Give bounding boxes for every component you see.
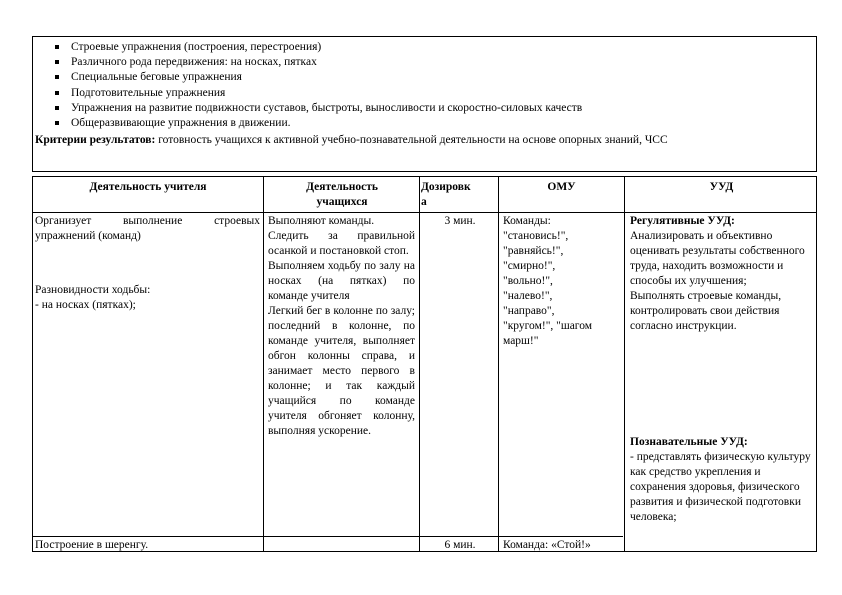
- column-divider: [263, 177, 264, 551]
- students-activity-line: Следить за правильной осанкой и постановкой стоп.: [268, 230, 415, 257]
- omu-command-line: "вольно!",: [503, 275, 553, 287]
- uud-cognitive: [630, 435, 814, 525]
- teacher-activity-text: - на носках (пятках);: [35, 299, 136, 311]
- omu-command-line: Команда: «Стой!»: [503, 539, 591, 551]
- header-omu: ОМУ: [547, 181, 576, 193]
- list-item: Строевые упражнения (построения, перестроения): [33, 40, 582, 55]
- omu-command-line: "направо",: [503, 305, 555, 317]
- omu-command-line: "кругом!", "шагом марш!": [503, 320, 593, 347]
- list-item: Подготовительные упражнения: [33, 86, 582, 101]
- list-item: Общеразвивающие упражнения в движении.: [33, 116, 582, 131]
- students-activity-text: [268, 214, 415, 439]
- row-divider: [33, 536, 623, 537]
- column-divider: [624, 177, 625, 551]
- uud-regulatory-title: Регулятивные УУД:: [630, 215, 735, 227]
- uud-regulatory: [630, 214, 814, 334]
- dosage-value: 6 мин.: [444, 539, 476, 551]
- omu-command-line: "становись!",: [503, 230, 569, 242]
- uud-regulatory-text: Выполнять строевые команды, контролировать свои действия согласно инструкции.: [630, 290, 782, 332]
- header-dosage: Дозировка: [421, 181, 471, 208]
- list-item: Специальные беговые упражнения: [33, 70, 582, 85]
- teacher-activity-text: Разновидности ходьбы:: [35, 284, 151, 296]
- header-uud: УУД: [709, 181, 734, 193]
- header-teacher: Деятельность учителя: [89, 181, 207, 193]
- row-divider: [33, 212, 816, 213]
- teacher-activity-text: Построение в шеренгу.: [35, 539, 149, 551]
- omu-command-line: "смирно!",: [503, 260, 556, 272]
- omu-command-line: "налево!",: [503, 290, 553, 302]
- criteria-text: готовность учащихся к активной учебно-познавательной деятельности на основе опорных знаний, ЧСС: [155, 134, 668, 146]
- omu-command-line: Команды:: [503, 215, 551, 227]
- column-divider: [498, 177, 499, 551]
- column-divider: [419, 177, 420, 551]
- uud-cognitive-title: Познавательные УУД:: [630, 436, 748, 448]
- students-activity-line: Выполняют команды.: [268, 215, 375, 227]
- uud-regulatory-text: Анализировать и объективно оценивать результаты собственного труда, находить возможности и способы их улучшения;: [630, 230, 805, 287]
- lesson-content-box: [32, 36, 817, 172]
- criteria-line: [35, 133, 668, 148]
- criteria-label: Критерии результатов:: [35, 134, 156, 146]
- dosage-value: 3 мин.: [444, 215, 476, 227]
- omu-command-line: "равняйсь!",: [503, 245, 564, 257]
- list-item: Упражнения на развитие подвижности суставов, быстроты, выносливости и скоростно-силовых качеств: [33, 101, 582, 116]
- uud-cognitive-text: - представлять физическую культуру как средство укрепления и сохранения здоровья, физического развития и физической подготовки человека;: [630, 451, 811, 523]
- students-activity-line: Легкий бег в колонне по залу; последний в колонне, по команде учителя, выполняет обгон колонны справа, и занимает место первого в колонне; и так каждый учащийся по команде учителя обгоняет колонну, выполняя ускорение.: [268, 305, 415, 437]
- exercise-list: [33, 40, 582, 131]
- omu-commands: [503, 214, 621, 349]
- teacher-activity-text: Организует выполнение строевых упражнений (команд): [35, 215, 260, 242]
- header-students: Деятельность учащихся: [306, 181, 378, 208]
- list-item: Различного рода передвижения: на носках, пятках: [33, 55, 582, 70]
- activity-table: [32, 176, 817, 552]
- students-activity-line: Выполняем ходьбу по залу на носках (на пятках) по команде учителя: [268, 260, 415, 302]
